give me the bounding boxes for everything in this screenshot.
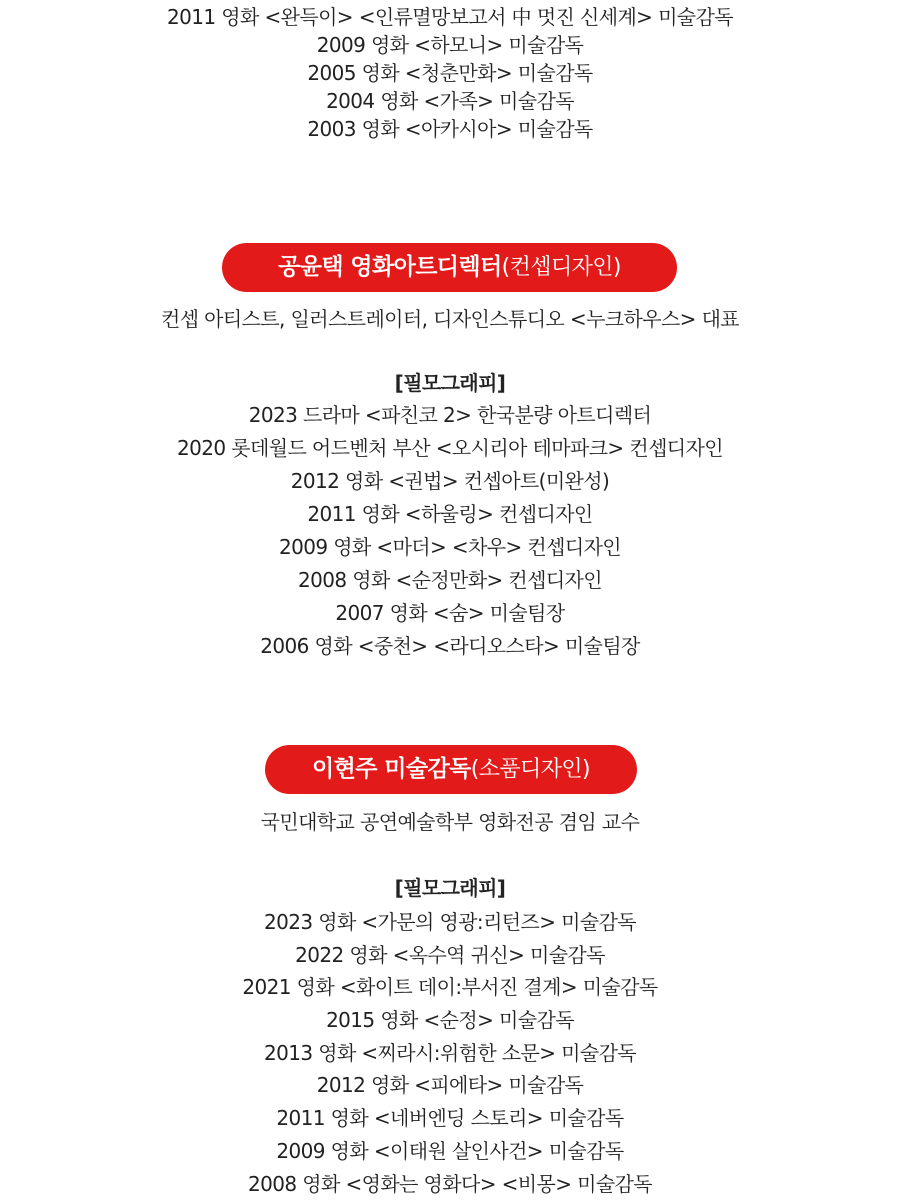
person-description: 컨셉 아티스트, 일러스트레이터, 디자인스튜디오 <누크하우스> 대표	[160, 307, 740, 331]
filmography-item: 2013 영화 <찌라시:위험한 소문> 미술감독	[263, 1040, 637, 1065]
filmography-item: 2007 영화 <숨> 미술팀장	[335, 601, 565, 625]
filmography-item: 2003 영화 <아카시아> 미술감독	[307, 117, 593, 141]
filmography-list-gong	[0, 399, 900, 663]
filmography-item: 2006 영화 <중천> <라디오스타> 미술팀장	[260, 634, 640, 658]
filmography-item: 2021 영화 <화이트 데이:부서진 결계> 미술감독	[242, 975, 658, 1000]
filmography-item: 2011 영화 <완득이> <인류멸망보고서 中 멋진 신세계> 미술감독	[167, 5, 733, 29]
filmography-heading: [필모그래피]	[394, 371, 506, 395]
filmography-item: 2009 영화 <마더> <차우> 컨셉디자인	[278, 535, 622, 559]
filmography-item: 2012 영화 <피에타> 미술감독	[316, 1073, 584, 1098]
filmography-item: 2022 영화 <옥수역 귀신> 미술감독	[295, 942, 605, 967]
person-name: 공윤택 영화아트디렉터	[278, 254, 502, 280]
person-title-badge-lee	[265, 745, 637, 794]
person-role: (컨셉디자인)	[501, 255, 621, 280]
filmography-item: 2011 영화 <네버엔딩 스토리> 미술감독	[276, 1106, 624, 1131]
filmography-item: 2009 영화 <하모니> 미술감독	[316, 33, 584, 57]
person-description: 국민대학교 공연예술학부 영화전공 겸임 교수	[260, 810, 640, 834]
person-role: (소품디자인)	[470, 757, 590, 782]
filmography-item: 2005 영화 <청춘만화> 미술감독	[307, 61, 593, 85]
filmography-list-lee	[0, 906, 900, 1200]
person-name: 이현주 미술감독	[312, 756, 471, 782]
filmography-heading: [필모그래피]	[394, 876, 506, 900]
filmography-list-previous	[0, 3, 900, 143]
filmography-item: 2008 영화 <순정만화> 컨셉디자인	[297, 568, 602, 592]
person-title-badge-gong	[222, 243, 677, 292]
filmography-item: 2012 영화 <권법> 컨셉아트(미완성)	[290, 469, 610, 493]
filmography-item: 2009 영화 <이태원 살인사건> 미술감독	[276, 1138, 624, 1163]
filmography-item: 2020 롯데월드 어드벤처 부산 <오시리아 테마파크> 컨셉디자인	[177, 436, 723, 460]
filmography-item: 2008 영화 <영화는 영화다> <비몽> 미술감독	[248, 1171, 652, 1196]
filmography-item: 2015 영화 <순정> 미술감독	[326, 1008, 574, 1033]
filmography-item: 2023 드라마 <파친코 2> 한국분량 아트디렉터	[248, 403, 652, 427]
filmography-item: 2011 영화 <하울링> 컨셉디자인	[307, 502, 593, 526]
filmography-item: 2004 영화 <가족> 미술감독	[326, 89, 574, 113]
filmography-item: 2023 영화 <가문의 영광:리턴즈> 미술감독	[263, 910, 637, 934]
